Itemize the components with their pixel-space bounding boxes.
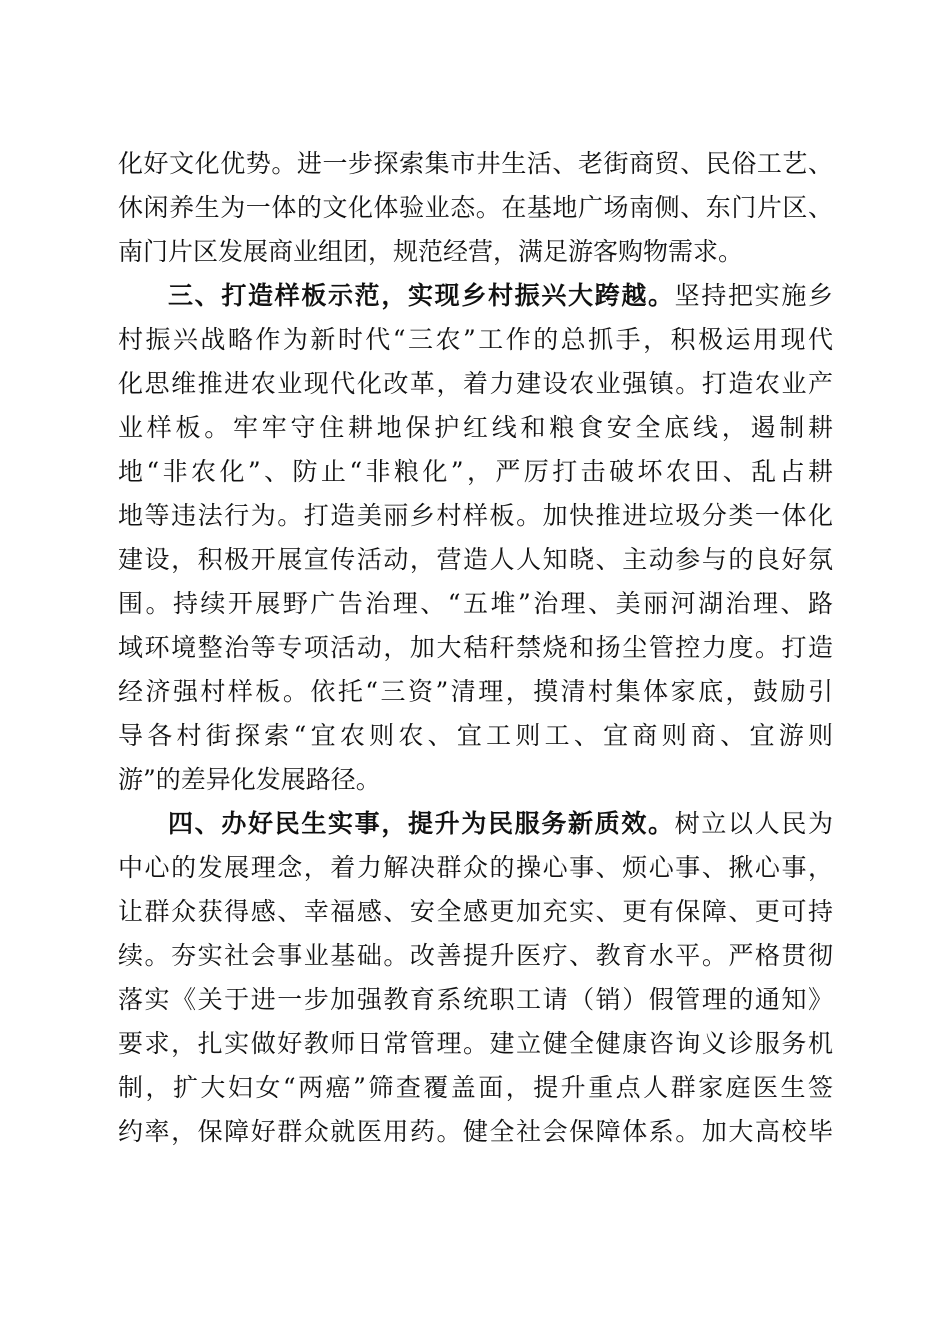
paragraph-line: 制，扩大妇女“两癌”筛查覆盖面，提升重点人群家庭医生签 (118, 1073, 833, 1102)
paragraph-line: 建设，积极开展宣传活动，营造人人知晓、主动参与的良好氛 (118, 545, 833, 574)
paragraph-line: 化思维推进农业现代化改革，着力建设农业强镇。打造农业产 (118, 369, 833, 398)
paragraph-line: 让群众获得感、幸福感、安全感更加充实、更有保障、更可持 (118, 897, 833, 926)
section-four-first-line-text: 树立以人民为 (674, 809, 833, 838)
paragraph-line: 休闲养生为一体的文化体验业态。在基地广场南侧、东门片区、 (118, 193, 833, 222)
paragraph-line: 续。夯实社会事业基础。改善提升医疗、教育水平。严格贯彻 (118, 941, 833, 970)
paragraph-line: 化好文化优势。进一步探索集市井生活、老街商贸、民俗工艺、 (118, 149, 833, 178)
paragraph-line: 地“非农化”、防止“非粮化”，严厉打击破坏农田、乱占耕 (118, 457, 833, 486)
paragraph-line: 游”的差异化发展路径。 (118, 765, 381, 794)
section-four-heading: 四、办好民生实事，提升为民服务新质效。 (168, 809, 675, 838)
paragraph-line: 业样板。牢牢守住耕地保护红线和粮食安全底线，遏制耕 (118, 413, 833, 442)
paragraph-line: 地等违法行为。打造美丽乡村样板。加快推进垃圾分类一体化 (118, 501, 833, 530)
paragraph-line: 南门片区发展商业组团，规范经营，满足游客购物需求。 (118, 237, 744, 266)
paragraph-line: 村振兴战略作为新时代“三农”工作的总抓手，积极运用现代 (118, 325, 833, 354)
paragraph-line: 导各村街探索“宜农则农、宜工则工、宜商则商、宜游则 (118, 721, 833, 750)
paragraph-line: 域环境整治等专项活动，加大秸秆禁烧和扬尘管控力度。打造 (118, 633, 833, 662)
paragraph-line: 围。持续开展野广告治理、“五堆”治理、美丽河湖治理、路 (118, 589, 833, 618)
paragraph-line: 中心的发展理念，着力解决群众的操心事、烦心事、揪心事， (118, 853, 833, 882)
section-three-heading: 三、打造样板示范，实现乡村振兴大跨越。 (168, 281, 675, 310)
section-three-first-line (168, 276, 833, 316)
paragraph-line: 约率，保障好群众就医用药。健全社会保障体系。加大高校毕 (118, 1117, 833, 1146)
paragraph-line: 要求，扎实做好教师日常管理。建立健全健康咨询义诊服务机 (118, 1029, 833, 1058)
section-four-first-line (168, 804, 833, 844)
paragraph-line: 落实《关于进一步加强教育系统职工请（销）假管理的通知》 (118, 985, 833, 1014)
section-three-first-line-text: 坚持把实施乡 (674, 281, 833, 310)
paragraph-line: 经济强村样板。依托“三资”清理，摸清村集体家底，鼓励引 (118, 677, 833, 706)
